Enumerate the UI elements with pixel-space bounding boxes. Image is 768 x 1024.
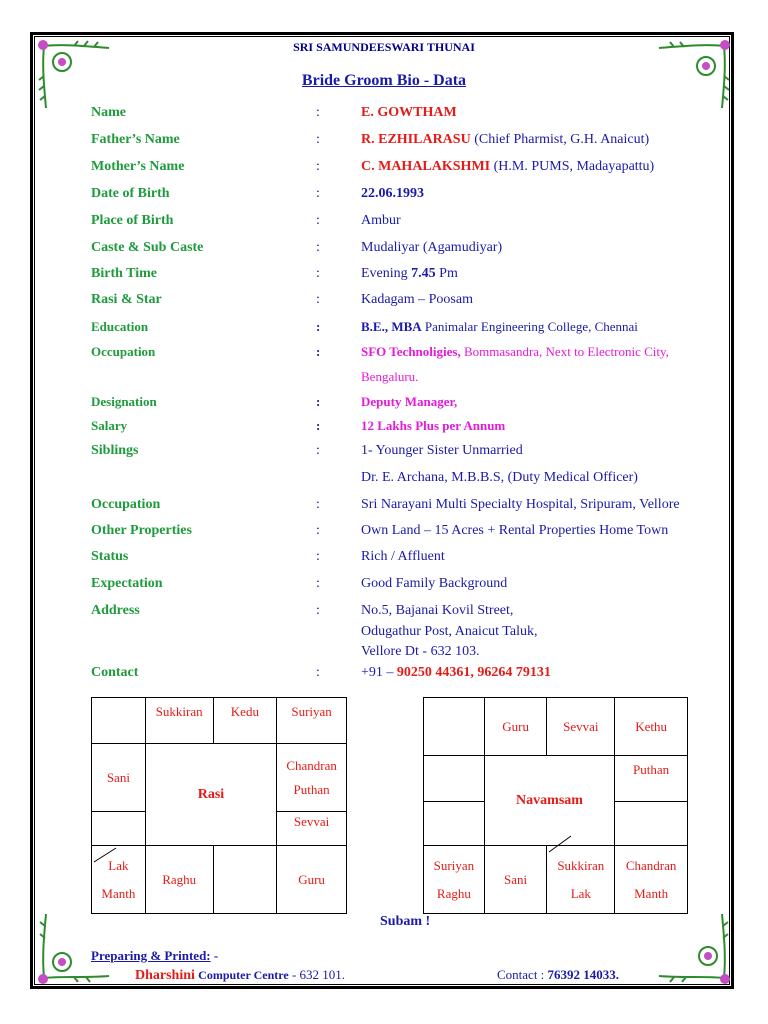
navamsam-cell: Kethu — [615, 698, 688, 756]
rasi-cell: Sevvai — [277, 812, 347, 846]
separator: : — [316, 213, 320, 228]
separator: : — [316, 418, 321, 433]
field-value: Kadagam – Poosam — [361, 292, 473, 307]
field-value: Ambur — [361, 213, 401, 228]
separator: : — [316, 292, 320, 307]
lagna-slash-icon — [547, 834, 577, 854]
field-value: Deputy Manager, — [361, 394, 458, 409]
separator: : — [316, 240, 320, 255]
field-label: Occupation — [91, 497, 161, 512]
separator: : — [316, 443, 320, 458]
navamsam-cell — [424, 698, 485, 756]
rasi-title: Rasi — [145, 744, 276, 846]
navamsam-cell: Guru — [484, 698, 547, 756]
navamsam-lagna-cell: Sukkiran Lak — [547, 846, 615, 914]
field-label: Siblings — [91, 443, 139, 458]
rasi-chart — [91, 697, 347, 914]
navamsam-cell: Sevvai — [547, 698, 615, 756]
separator: : — [316, 319, 321, 334]
field-label: Name — [91, 105, 126, 120]
centre-info: Dharshini Computer Centre - 632 101. — [135, 967, 346, 983]
separator: : — [316, 523, 320, 538]
field-value: Own Land – 15 Acres + Rental Properties Home Town — [361, 523, 669, 538]
rasi-cell: Guru — [277, 846, 347, 914]
field-label: Place of Birth — [91, 213, 174, 228]
field-label: Education — [91, 319, 149, 334]
separator: : — [316, 159, 320, 174]
field-value: R. EZHILARASU (Chief Pharmist, G.H. Anaicut) — [361, 132, 650, 147]
footer-contact: Contact : 76392 14033. — [497, 967, 620, 982]
field-value: B.E., MBA Panimalar Engineering College, Chennai — [361, 319, 638, 334]
field-label: Occupation — [91, 344, 156, 359]
field-value: SFO Technoligies, Bommasandra, Next to Electronic City, — [361, 344, 669, 359]
field-value: C. MAHALAKSHMI (H.M. PUMS, Madayapattu) — [361, 159, 655, 174]
field-value: Evening 7.45 Pm — [361, 266, 458, 281]
field-label: Designation — [91, 394, 157, 409]
field-label: Status — [91, 549, 129, 564]
rasi-cell — [213, 846, 277, 914]
subam-text: Subam ! — [380, 914, 431, 929]
navamsam-cell — [424, 802, 485, 846]
field-value: Good Family Background — [361, 576, 508, 591]
rasi-cell: Sukkiran — [145, 698, 213, 744]
navamsam-cell: Chandran Manth — [615, 846, 688, 914]
field-value: Dr. E. Archana, M.B.B.S, (Duty Medical Officer) — [361, 470, 638, 485]
field-label: Caste & Sub Caste — [91, 240, 204, 255]
page-title: Bride Groom Bio - Data — [301, 72, 467, 89]
separator: : — [316, 576, 320, 591]
separator: : — [316, 344, 321, 359]
rasi-cell: Kedu — [213, 698, 277, 744]
floral-corner-icon — [654, 906, 734, 986]
rasi-cell — [92, 698, 146, 744]
lagna-slash-icon — [92, 846, 122, 864]
rasi-cell: Suriyan — [277, 698, 347, 744]
field-value: 12 Lakhs Plus per Annum — [361, 418, 506, 433]
navamsam-title: Navamsam — [484, 756, 614, 846]
field-label: Other Properties — [91, 523, 192, 538]
field-label: Rasi & Star — [91, 292, 162, 307]
navamsam-cell — [615, 802, 688, 846]
field-value: E. GOWTHAM — [361, 105, 457, 120]
floral-corner-icon — [34, 906, 114, 986]
field-value: 22.06.1993 — [361, 186, 424, 201]
field-label: Birth Time — [91, 266, 157, 281]
field-value: +91 – 90250 44361, 96264 79131 — [361, 665, 551, 680]
navamsam-cell: Puthan — [615, 756, 688, 802]
address-line-3: Vellore Dt - 632 103. — [361, 644, 480, 659]
field-value: Rich / Affluent — [361, 549, 445, 564]
field-label: Mother’s Name — [91, 159, 185, 174]
separator: : — [316, 497, 320, 512]
separator: : — [316, 603, 320, 618]
separator: : — [316, 665, 320, 680]
separator: : — [316, 132, 320, 147]
field-label: Address — [91, 603, 140, 618]
separator: : — [316, 105, 320, 120]
prepared-by: Preparing & Printed: - — [91, 948, 219, 963]
rasi-cell: Raghu — [145, 846, 213, 914]
field-value: Bengaluru. — [361, 369, 419, 384]
separator: : — [316, 394, 321, 409]
navamsam-chart — [423, 697, 688, 914]
field-value: Mudaliyar (Agamudiyar) — [361, 240, 503, 255]
rasi-cell: Chandran Puthan — [277, 744, 347, 812]
field-label: Contact — [91, 665, 139, 680]
field-label: Father’s Name — [91, 132, 180, 147]
field-label: Date of Birth — [91, 186, 170, 201]
separator: : — [316, 186, 320, 201]
navamsam-cell: Sani — [484, 846, 547, 914]
navamsam-cell: Suriyan Raghu — [424, 846, 485, 914]
rasi-lagna-cell: Lak Manth — [92, 846, 146, 914]
separator: : — [316, 549, 320, 564]
address-line-1: No.5, Bajanai Kovil Street, — [361, 603, 514, 618]
navamsam-cell — [424, 756, 485, 802]
org-heading: SRI SAMUNDEESWARI THUNAI — [293, 40, 475, 54]
rasi-cell: Sani — [92, 744, 146, 812]
rasi-cell — [92, 812, 146, 846]
field-value: 1- Younger Sister Unmarried — [361, 443, 523, 458]
field-label: Salary — [91, 418, 128, 433]
address-line-2: Odugathur Post, Anaicut Taluk, — [361, 624, 538, 639]
field-value: Sri Narayani Multi Specialty Hospital, Sripuram, Vellore — [361, 497, 680, 512]
separator: : — [316, 266, 320, 281]
field-label: Expectation — [91, 576, 163, 591]
